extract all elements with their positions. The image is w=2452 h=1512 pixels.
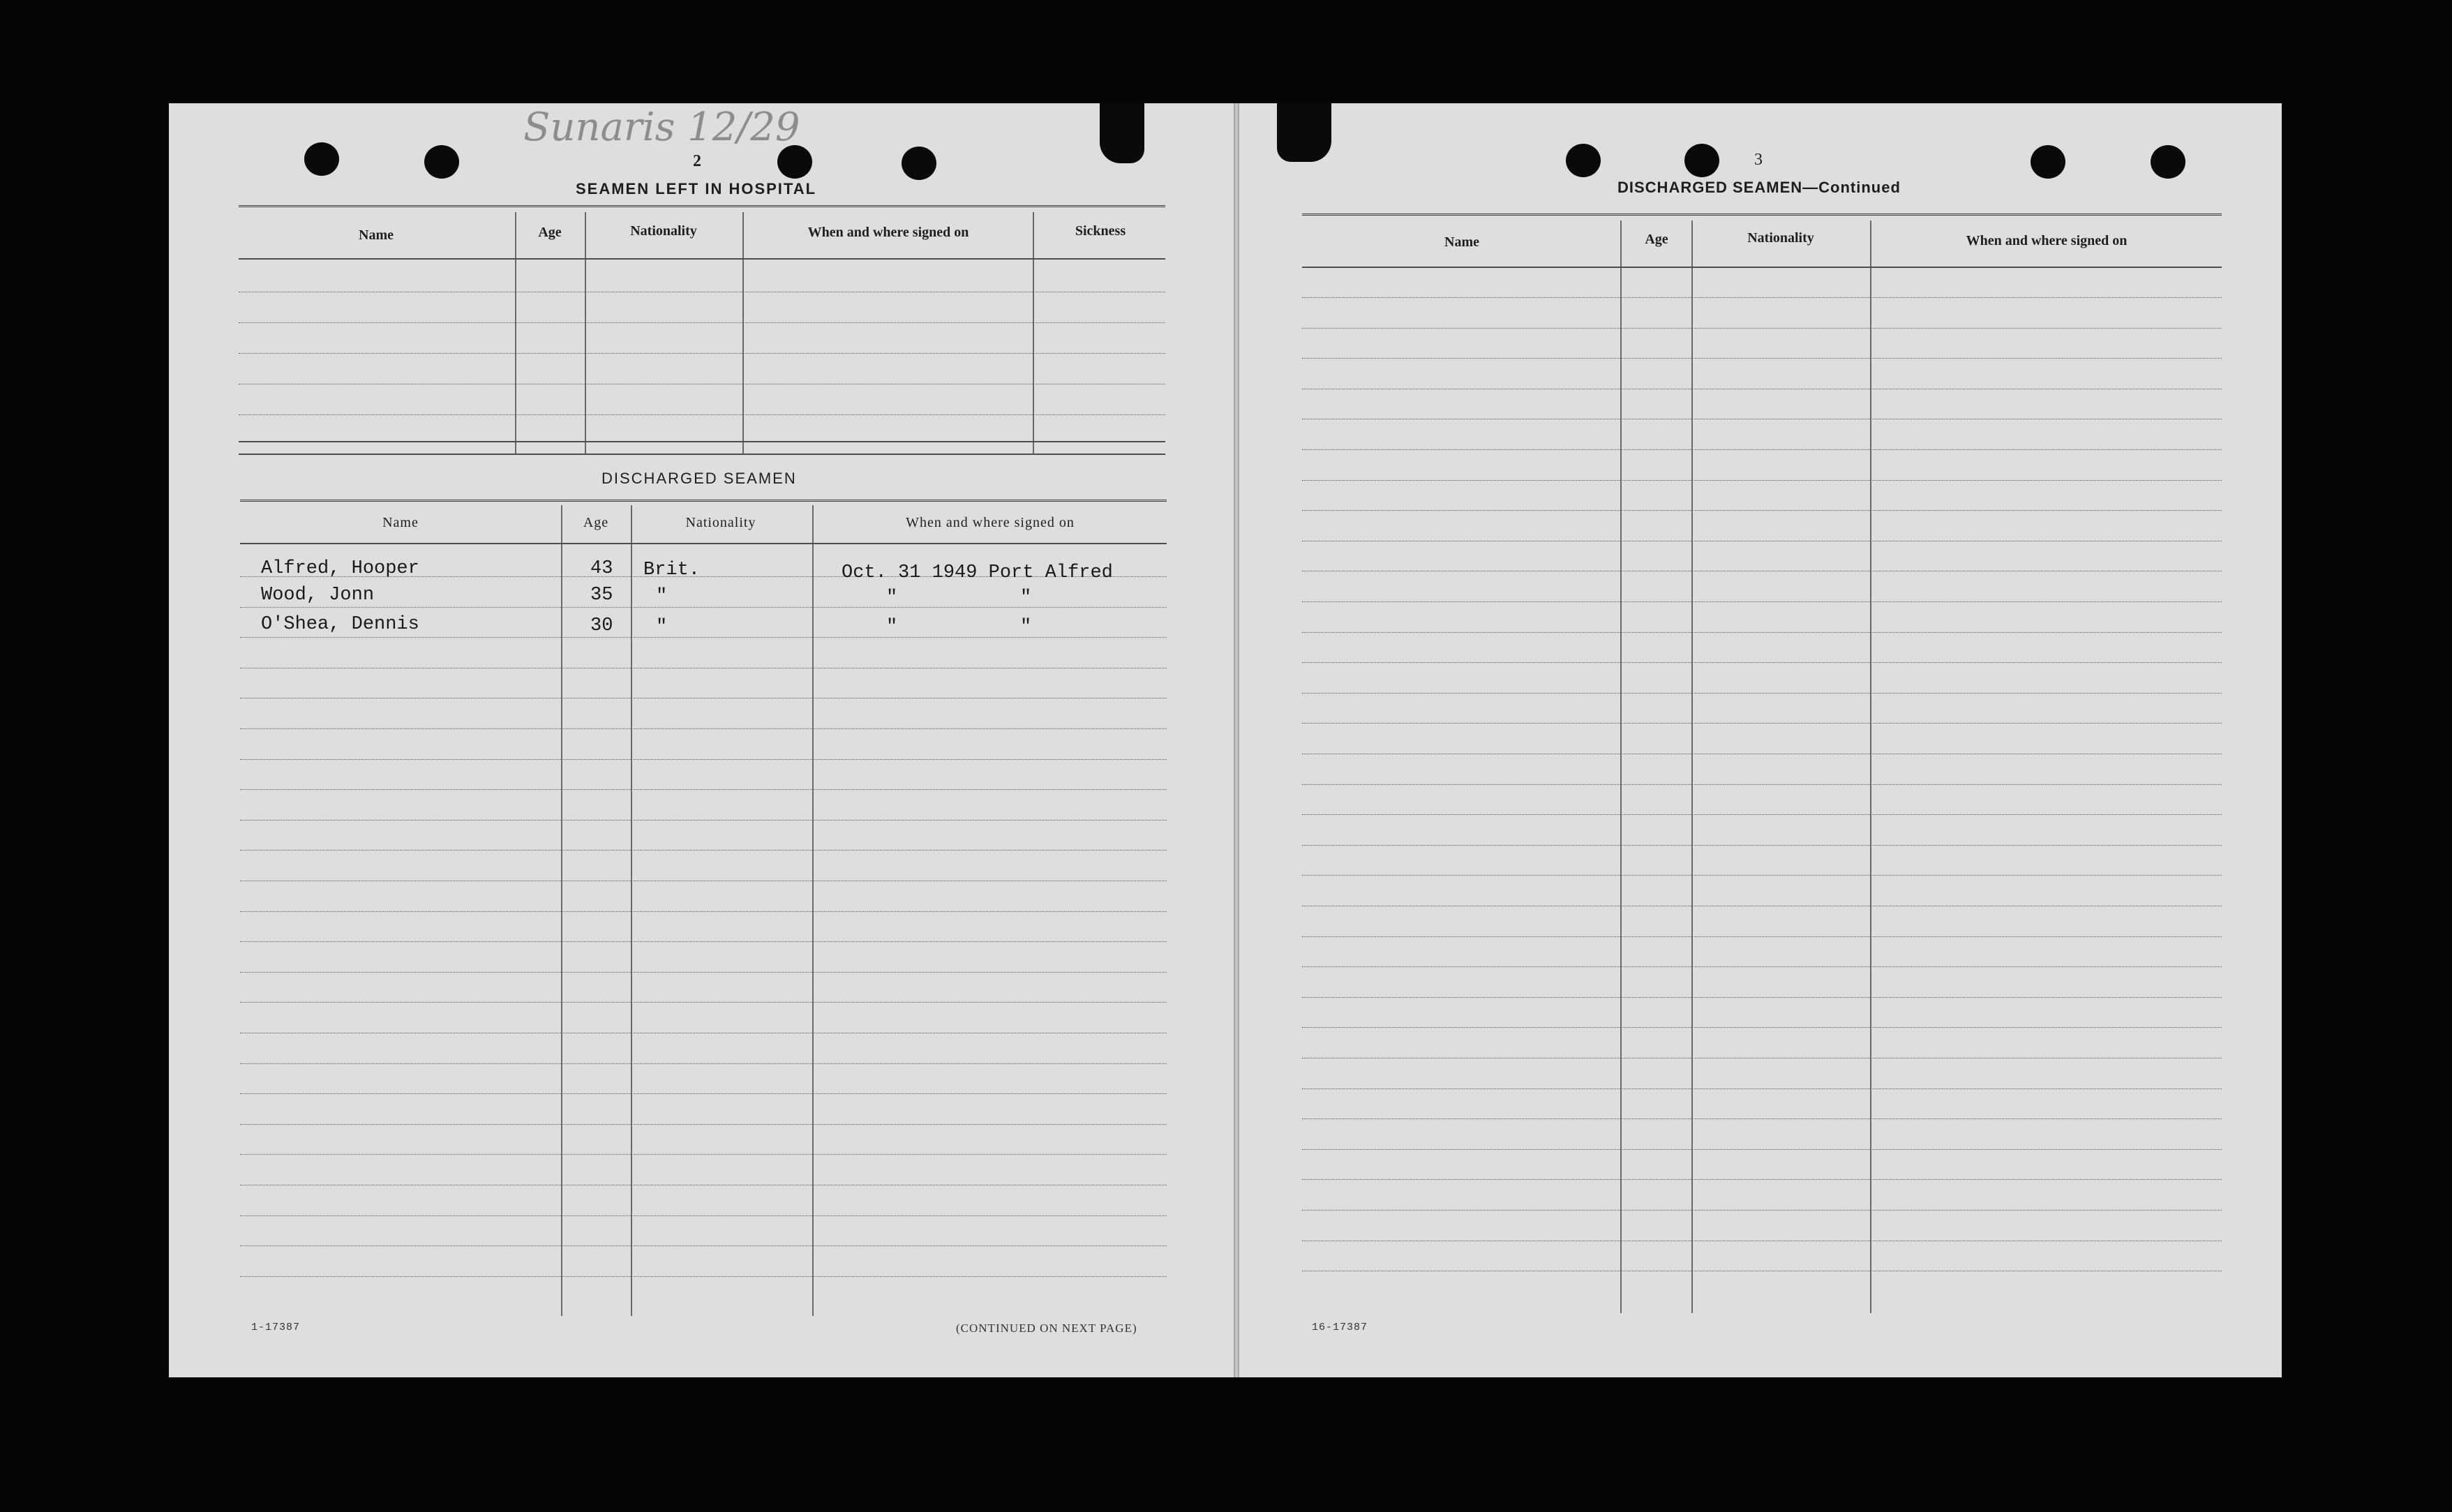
- right-form-number: 16-17387: [1312, 1322, 1368, 1333]
- ruled-line: [1302, 814, 2222, 815]
- seaman-age: 35: [590, 585, 613, 606]
- column-header: Age: [583, 515, 609, 530]
- ruled-line: [1302, 510, 2222, 511]
- binder-hole: [2031, 145, 2065, 179]
- ruled-line: [240, 850, 1167, 851]
- ruled-line: [240, 1063, 1167, 1064]
- paper-tear: [1277, 103, 1331, 162]
- paper-tear: [1100, 103, 1144, 163]
- ruled-line: [240, 1276, 1167, 1277]
- ruled-line: [240, 1154, 1167, 1155]
- discharged-section-title: DISCHARGED SEAMEN: [601, 470, 797, 487]
- ditto-mark: ": [1020, 617, 1032, 638]
- column-header: When and where signed on: [1966, 233, 2128, 248]
- binder-hole: [902, 147, 936, 180]
- left-page-number: 2: [693, 152, 701, 170]
- ruled-line: [1302, 1179, 2222, 1180]
- ditto-mark: ": [886, 587, 898, 608]
- seaman-age: 30: [590, 615, 613, 636]
- ruled-line: [1302, 936, 2222, 937]
- binder-hole: [2151, 145, 2185, 179]
- ruled-line: [240, 1245, 1167, 1246]
- ruled-line: [1302, 1118, 2222, 1119]
- column-header: Age: [538, 225, 562, 240]
- seaman-age: 43: [590, 558, 613, 579]
- ruled-line: [1302, 662, 2222, 663]
- binder-hole: [777, 145, 812, 179]
- left-page: [169, 103, 1236, 1377]
- column-header: Name: [1444, 234, 1479, 250]
- seaman-nationality: Brit.: [643, 560, 701, 581]
- column-header: When and where signed on: [807, 225, 969, 240]
- seaman-name: O'Shea, Dennis: [261, 614, 419, 635]
- left-form-number: 1-17387: [251, 1322, 301, 1333]
- hospital-section-title: SEAMEN LEFT IN HOSPITAL: [576, 180, 817, 197]
- column-header: Name: [382, 515, 419, 530]
- column-header: Name: [359, 227, 394, 243]
- seaman-nationality: ": [656, 586, 668, 607]
- ruled-line: [240, 1002, 1167, 1003]
- ruled-line: [1302, 601, 2222, 602]
- ruled-line: [1302, 632, 2222, 633]
- ditto-mark: ": [1020, 587, 1032, 608]
- seaman-nationality: ": [656, 617, 668, 638]
- ruled-line: [1302, 480, 2222, 481]
- ruled-line: [240, 972, 1167, 973]
- ruled-line: [240, 941, 1167, 942]
- binder-hole: [304, 142, 339, 176]
- ruled-line: [1302, 449, 2222, 450]
- handwritten-note: Sunaris 12/29: [523, 105, 800, 150]
- column-header: Sickness: [1075, 223, 1126, 239]
- continued-note: (CONTINUED ON NEXT PAGE): [956, 1322, 1137, 1335]
- column-header: Nationality: [1747, 230, 1814, 246]
- seaman-signed-on: Oct. 31 1949 Port Alfred: [842, 562, 1113, 583]
- ruled-line: [240, 1124, 1167, 1125]
- seaman-name: Alfred, Hooper: [261, 558, 419, 579]
- ruled-line: [1302, 297, 2222, 298]
- column-header: When and where signed on: [906, 515, 1075, 530]
- ruled-line: [1302, 693, 2222, 694]
- ruled-line: [240, 820, 1167, 821]
- binder-hole: [1684, 144, 1719, 177]
- ruled-line: [1302, 1210, 2222, 1211]
- ruled-line: [1302, 966, 2222, 967]
- ruled-line: [1302, 997, 2222, 998]
- ditto-mark: ": [886, 617, 898, 638]
- column-header: Age: [1645, 232, 1668, 247]
- right-page-number: 3: [1754, 151, 1763, 169]
- binder-hole: [424, 145, 459, 179]
- ruled-line: [1302, 723, 2222, 724]
- ruled-line: [240, 759, 1167, 760]
- ruled-line: [1302, 358, 2222, 359]
- ruled-line: [1302, 1027, 2222, 1028]
- seaman-name: Wood, Jonn: [261, 585, 375, 606]
- ruled-line: [1302, 875, 2222, 876]
- ruled-line: [240, 1215, 1167, 1216]
- right-section-title: DISCHARGED SEAMEN—Continued: [1617, 179, 1901, 196]
- ruled-line: [1302, 1088, 2222, 1089]
- page-fold: [1234, 103, 1239, 1377]
- column-header: Nationality: [685, 515, 756, 530]
- ruled-line: [1302, 1149, 2222, 1150]
- column-header: Nationality: [630, 223, 697, 239]
- ruled-line: [240, 728, 1167, 729]
- ruled-line: [240, 911, 1167, 912]
- ruled-line: [1302, 328, 2222, 329]
- ruled-line: [1302, 784, 2222, 785]
- right-page: [1236, 103, 2282, 1377]
- ruled-line: [1302, 845, 2222, 846]
- ruled-line: [240, 1093, 1167, 1094]
- ruled-line: [240, 789, 1167, 790]
- binder-hole: [1566, 144, 1601, 177]
